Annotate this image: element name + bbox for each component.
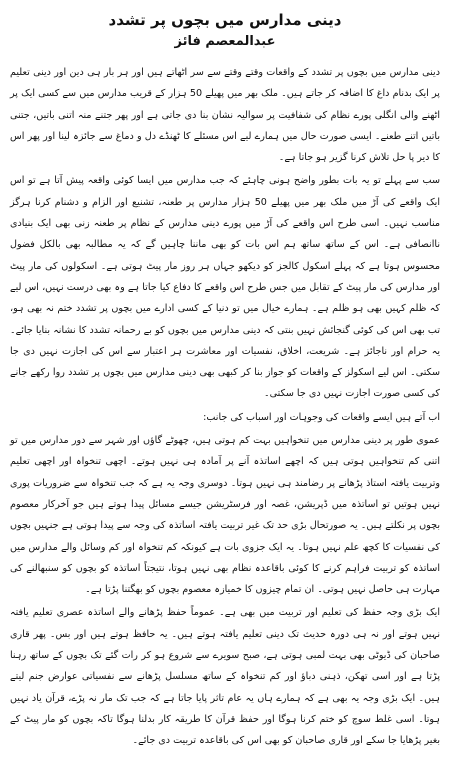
article-paragraph: اب آتے ہیں ایسے واقعات کی وجوہات اور اسباب کی جانب:	[203, 411, 440, 423]
article-paragraph: عموی طور پر دینی مدارس میں تنخواہیں بہت کم ہوتی ہیں، چھوٹے گاؤں اور شہر سے دور مدارس میں تو اتنی کم تنخواہیں ہوتی ہیں کہ اچھے اساتذہ آنے پر آمادہ ہی نہیں ہوتے۔ اچھی تنخواہ اور اچھی تعلیم وتربیت یافتہ استاذ پڑھانے پر رضامند ہی نہیں ہوتا۔ دوسری وجہ یہ ہے کہ جب تنخواہ سے ضروریات پوری نہیں ہوتیں تو اساتذہ میں ڈپریشن، غصہ اور فرسٹریشن جیسے مسائل پیدا ہوتے ہیں جو آخرکار معصوم بچوں پر نکلتے ہیں۔ یہ صورتحال بڑی حد تک غیر تربیت یافتہ اساتذہ کی وجہ سے پیدا ہوتی ہے جنہیں بچوں کی نفسیات کا کچھ علم نہیں ہوتا۔ یہ ایک جزوی بات ہے کیونکہ کم تنخواہ اور کم وسائل والے مدارس میں اساتذہ کو تربیت فراہم کرنے کا کوئی باقاعدہ نظام بھی نہیں ہوتا، نتیجتاً اساتذہ کو بچوں کو سنبھالنے کی مہارت ہی حاصل نہیں ہوتی۔ ان تمام چیزوں کا خمیازہ معصوم بچوں کو بھگتنا پڑتا ہے۔	[10, 435, 440, 596]
article-paragraph: سب سے پہلے تو یہ بات بطور واضح ہونی چاہئے کہ جب مدارس میں ایسا کوئی واقعہ پیش آتا ہے تو اس ایک واقعے کی آڑ میں ملک بھر میں پھیلے 50 ہزار مدارس پر طعنہ، تشنیع اور الزام و دشنام کرنا ہرگز مناسب نہیں۔ اسی طرح اس واقعے کی آڑ میں پورے دینی مدارس کے نظام پر طعنہ زنی بھی ایک بنیادی ناانصافی ہے۔ اس کے ساتھ ساتھ ہم اس بات کو بھی ماننا چاہیں گے کہ یہ مطالبہ بھی بالکل فضول محسوس ہوتا ہے کہ پہلے اسکول کالجز کو دیکھو جہاں ہر روز مار پیٹ ہوتی ہے۔ اسکولوں کی مار پیٹ اور مدارس کی مار پیٹ کے تقابل میں جس طرح اس واقعے کا دفاع کیا جاتا ہے وہ بھی درست نہیں، اس لیے کہ ظلم کہیں بھی ہو ظلم ہے۔ ہمارے خیال میں تو دنیا کے کسی ادارے میں بچوں پر تشدد ختم نہ بھی ہو، تب بھی اس کی کوئی گنجائش نہیں بنتی کہ دینی مدارس میں بچوں کو بے رحمانہ تشدد کا نشانہ بنایا جائے۔ یہ حرام اور ناجائز ہے۔ شریعت، اخلاق، نفسیات اور معاشرت ہر اعتبار سے اس کی اجازت نہیں دی جا سکتی۔ اس لیے اسکولز کے واقعات کو جواز بنا کر کبھی بھی دینی مدارس میں بچوں پر تشدد روا رکھے جانے کی کسی صورت اجازت نہیں دی جا سکتی۔	[10, 175, 440, 400]
article-author: عبدالمعصم فائز	[174, 34, 276, 49]
article-paragraph: ایک بڑی وجہ حفظ کی تعلیم اور تربیت میں بھی ہے۔ عموماً حفظ پڑھانے والے اساتذہ عصری تعلیم یافتہ نہیں ہوتے اور نہ ہی دورہ حدیث تک دینی تعلیم یافتہ ہوتے ہیں۔ یہ حافظ ہوتے ہیں اور بس۔ پھر قاری صاحبان کی ڈیوٹی بھی بہت لمبی ہوتی ہے، صبح سویرے سے شروع ہو کر رات گئے تک بچوں کے ساتھ رہنا پڑتا ہے اور اسی تھکن، ذہنی دباؤ اور کم تنخواہ کے ساتھ مسلسل پڑھانے سے نفسیاتی عوارض جنم لیتے ہیں۔ ایک بڑی وجہ یہ بھی ہے کہ ہمارے ہاں یہ عام تاثر پایا جاتا ہے کہ جب تک مار نہ پڑے، قرآن یاد نہیں ہوتا۔ اسی غلط سوچ کو ختم کرنا ہوگا اور حفظ قرآن کا طریقہ کار بدلنا ہوگا تاکہ بچوں کو مار پیٹ کے بغیر پڑھایا جا سکے اور قاری صاحبان کو بھی اس کی باقاعدہ تربیت دی جائے۔	[10, 607, 440, 747]
article-title: دینی مدارس میں بچوں پر تشدد	[108, 11, 342, 29]
article-paragraph: دینی مدارس میں بچوں پر تشدد کے واقعات وقتے وقتے سے سر اٹھاتے ہیں اور ہر بار ہی دین اور دینی تعلیم پر ایک بدنام داغ کا اضافہ کر جاتے ہیں۔ ملک بھر میں پھیلے 50 ہزار کے قریب مدارس میں سے کسی ایک پر اٹھنے والی انگلی پورے نظام کی شفافیت پر سوالیہ نشان بنا دی جاتی ہے اور پھر جتنے منہ اتنی باتیں، جتنی باتیں اتنے طعنے۔ ایسی صورت حال میں ہمارے لیے اس مسئلے کا ٹھنڈے دل و دماغ سے جائزہ لینا اور پھر اس کا دیر پا حل تلاش کرنا گزیر ہو جاتا ہے۔	[10, 67, 440, 164]
